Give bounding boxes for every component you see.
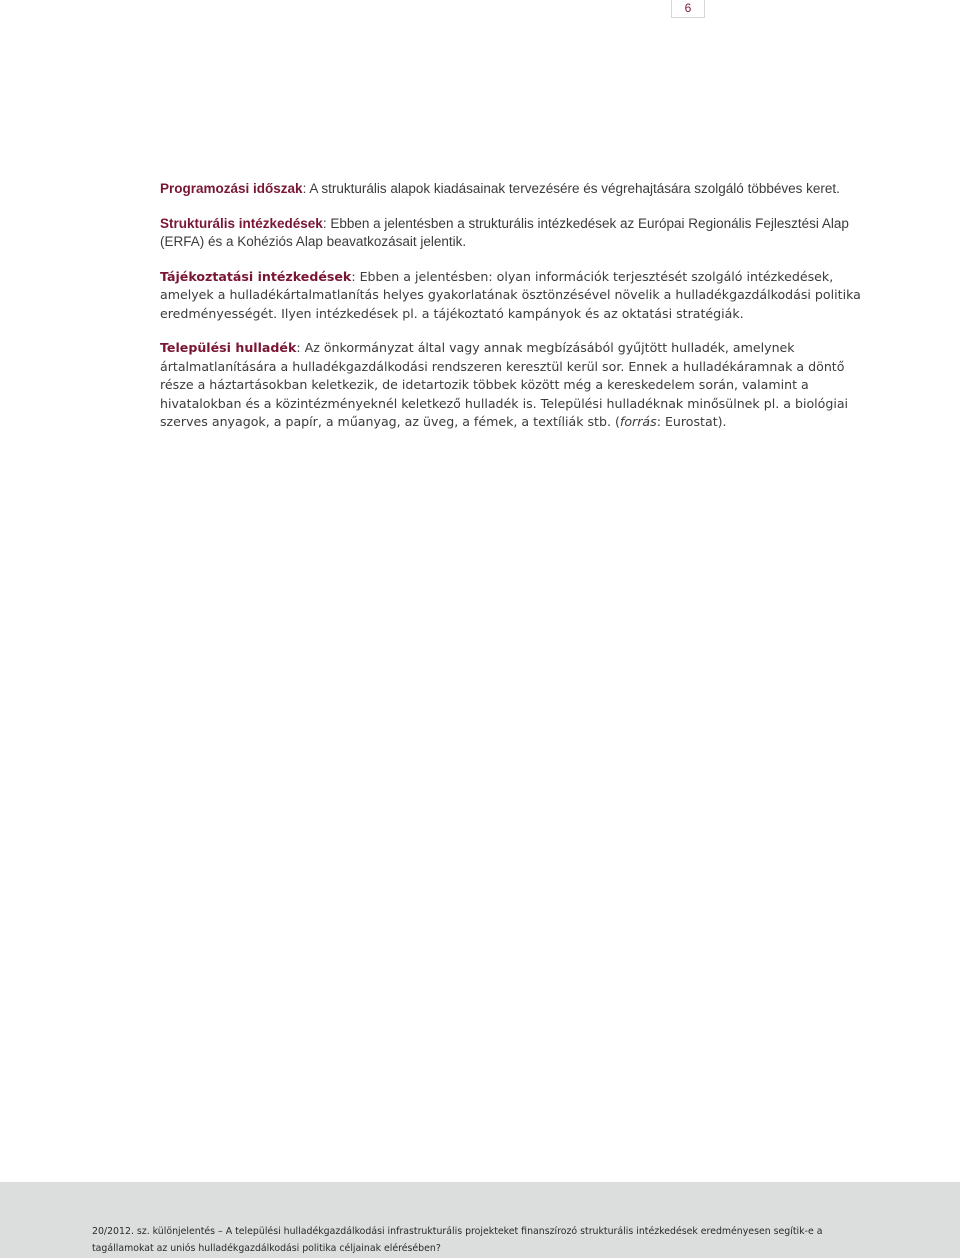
glossary-entry-structural-measures bbox=[160, 215, 872, 252]
glossary-entry-municipal-waste bbox=[160, 339, 872, 432]
page-number: 6 bbox=[684, 1, 692, 15]
footer-dash: – bbox=[215, 1226, 226, 1237]
term-separator: : bbox=[351, 268, 360, 284]
term-separator: : bbox=[302, 181, 310, 196]
glossary-definition: Az önkormányzat által vagy annak megbízásából gyűjtött hulladék, amelynek ártalmatlanítására a hulladékgazdálkodási rendszeren keresztül kerül sor. Ennek a hulladékáramnak a döntő része a háztartásokban keletkezik, de idetartozik többek között még a kereskedelem során, valamint a hivatalokban és a közintézményeknél keletkező hulladék is. Települési hulladéknak minősülnek pl. a biológiai szerves anyagok, a papír, a műanyag, az üveg, a fémek, a textíliák stb. ( bbox=[160, 340, 849, 429]
footer-title: A települési hulladékgazdálkodási infrastrukturális projekteket finanszírozó strukturális intézkedések eredményesen segítik-e a tagállamokat az uniós hulladékgazdálkodási politika céljainak elérésében? bbox=[92, 1226, 823, 1254]
glossary-term: Tájékoztatási intézkedések bbox=[160, 268, 352, 284]
glossary-term: Strukturális intézkedések bbox=[160, 215, 323, 231]
source-label: forrás bbox=[619, 414, 657, 429]
glossary-term: Települési hulladék bbox=[160, 340, 297, 355]
glossary-definition: Ebben a jelentésben: olyan információk terjesztését szolgáló intézkedések, amelyek a hulladékártalmatlanítás helyes gyakorlatának ösztönzésével növelik a hulladékgazdálkodási politika eredményességét. Ilyen intézkedések pl. a tájékoztató kampányok és az oktatási stratégiák. bbox=[160, 268, 861, 321]
glossary-content bbox=[160, 180, 872, 432]
page-number-tab bbox=[671, 0, 705, 18]
glossary-definition: A strukturális alapok kiadásainak tervezésére és végrehajtására szolgáló többéves keret. bbox=[309, 181, 840, 196]
glossary-definition: Ebben a jelentésben a strukturális intézkedések az Európai Regionális Fejlesztési Alap (ERFA) és a Kohéziós Alap beavatkozásait jelentik. bbox=[160, 215, 849, 249]
footer-report-id: 20/2012. sz. különjelentés bbox=[92, 1226, 216, 1237]
term-separator: : bbox=[296, 340, 305, 355]
footer-text bbox=[92, 1223, 882, 1257]
glossary-entry-information-measures bbox=[160, 268, 872, 324]
glossary-term: Programozási időszak bbox=[160, 181, 303, 196]
glossary-entry-programming-period bbox=[160, 180, 872, 199]
source-text: : Eurostat). bbox=[656, 414, 727, 429]
term-separator: : bbox=[322, 215, 331, 231]
